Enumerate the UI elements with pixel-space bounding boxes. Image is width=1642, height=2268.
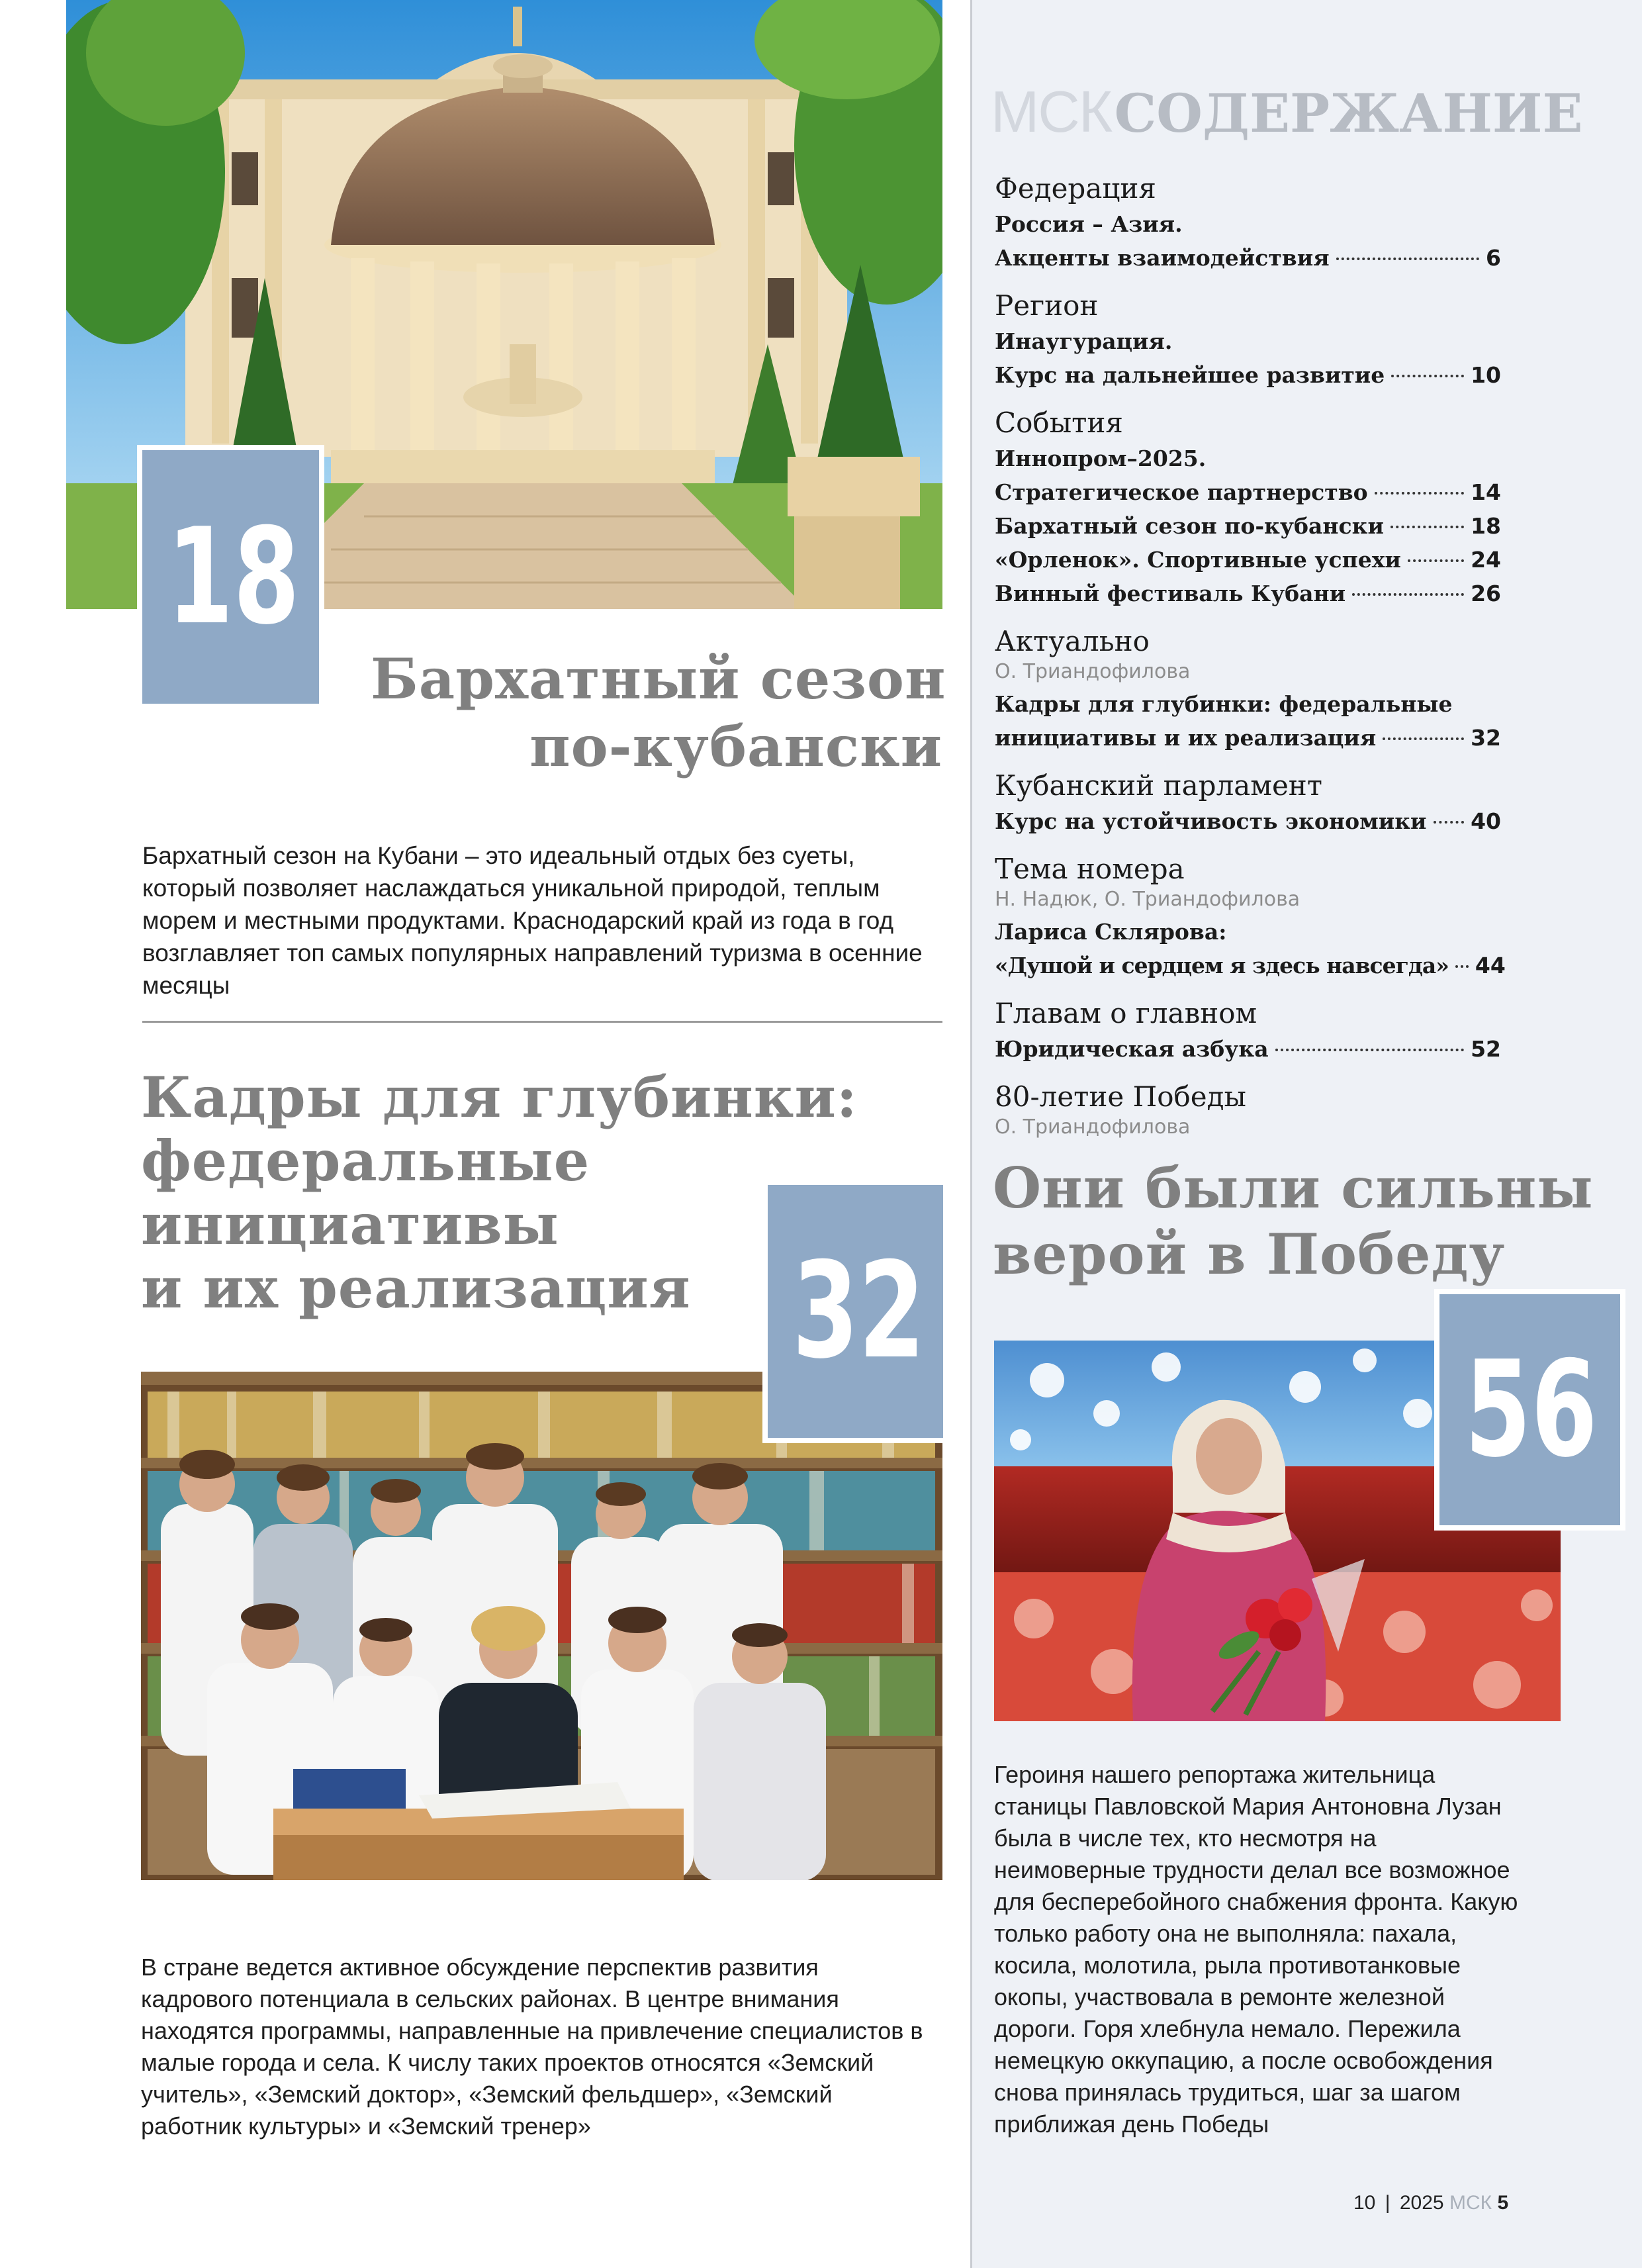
leader-dots (1336, 258, 1479, 260)
toc-section-federation: Федерация (995, 172, 1156, 205)
toc-entry[interactable]: «Душой и сердцем я здесь навсегда» 44 (995, 949, 1501, 982)
toc-section-victory: 80-летие Победы (995, 1080, 1246, 1113)
toc-section-region: Регион (995, 289, 1099, 322)
table-of-contents (995, 165, 1506, 1143)
leader-dots (1352, 593, 1464, 596)
toc-entry[interactable]: Стратегическое партнерство 14 (995, 475, 1501, 509)
toc-entry[interactable]: Юридическая азбука 52 (995, 1032, 1501, 1066)
toc-entry-title: Иннопром–2025. (995, 446, 1207, 471)
toc-entry[interactable]: Винный фестиваль Кубани 26 (995, 577, 1501, 610)
toc-entry[interactable]: инициативы и их реализация 32 (995, 721, 1501, 755)
toc-section-events: События (995, 406, 1123, 439)
page-badge-56: 56 (1439, 1294, 1620, 1525)
toc-entry[interactable]: «Орленок». Спортивные успехи 24 (995, 543, 1501, 577)
toc-page-number: 18 (1471, 513, 1501, 539)
leader-dots (1455, 965, 1469, 968)
toc-page-number: 52 (1471, 1036, 1501, 1062)
toc-page-number: 44 (1475, 953, 1506, 978)
page-footer (1353, 2192, 1508, 2214)
toc-author: Н. Надюк, О. Триандофилова (995, 888, 1300, 911)
leader-dots (1408, 559, 1464, 562)
page-badge-32: 32 (768, 1185, 943, 1438)
leader-dots (1434, 821, 1465, 824)
toc-entry-title: Россия – Азия. (995, 211, 1183, 237)
brand-logo: МСК (991, 79, 1112, 144)
toc-entry-title: Инаугурация. (995, 328, 1173, 354)
cadres-lead: В стране ведется активное обсуждение перспектив развития кадрового потенциала в сельских районах. В центре внимания находятся программы, направленные на привлечение специалистов в малые города и села. К числу таких проектов относятся «Земский учитель», «Земский доктор», «Земский фельдшер», «Земский работник культуры» и «Земский тренер» (141, 1954, 923, 2140)
toc-entry[interactable]: Акценты взаимодействия 6 (995, 241, 1501, 275)
cadres-headline: Кадры для глубинки: федеральные инициативы и их реализация (141, 1064, 858, 1321)
toc-page-number: 14 (1471, 479, 1501, 505)
footer-separator: | (1385, 2192, 1391, 2214)
page-number: 5 (1497, 2192, 1509, 2214)
toc-page-number: 10 (1471, 362, 1501, 388)
toc-page-number: 24 (1471, 547, 1501, 573)
velvet-headline: Бархатный сезон по-кубански (371, 646, 946, 779)
page-badge-18: 18 (142, 450, 319, 704)
toc-author: О. Триандофилова (995, 660, 1191, 683)
toc-page-number: 26 (1471, 581, 1501, 606)
toc-page-number: 6 (1486, 245, 1501, 271)
cadres-photo-image (141, 1372, 942, 1880)
footer-brand: МСК (1449, 2192, 1492, 2214)
contents-header (991, 78, 1582, 146)
toc-page-number: 32 (1471, 725, 1501, 751)
toc-author: О. Триандофилова (995, 1115, 1191, 1139)
velvet-lead: Бархатный сезон на Кубани – это идеальный отдых без суеты, который позволяет наслаждаться уникальной природой, теплым морем и местными продуктами. Краснодарский край из года в год возглавляет топ самых популярных направлений туризма в осенние месяцы (142, 842, 923, 999)
toc-page-number: 40 (1471, 808, 1501, 834)
leader-dots (1383, 737, 1464, 740)
toc-section-actual: Актуально (995, 625, 1150, 657)
toc-section-parliament: Кубанский парламент (995, 769, 1323, 802)
leader-dots (1391, 526, 1464, 528)
cadres-photo (141, 1372, 942, 1880)
section-divider (142, 1021, 942, 1023)
toc-entry-title: Кадры для глубинки: федеральные (995, 691, 1453, 717)
leader-dots (1375, 492, 1464, 495)
issue-year: 2025 (1399, 2192, 1444, 2214)
toc-section-heads: Главам о главном (995, 997, 1257, 1029)
victory-lead: Героиня нашего репортажа жительница станицы Павловской Мария Антоновна Лузан была в числе тех, кто несмотря на неимоверные трудности делал все возможное для бесперебойного снабжения фронта. Какую только работу она не выполняла: пахала, косила, молотила, рыла противотанковые окопы, участвовала в ремонте железной дороги. Горя хлебнула немало. Пережила немецкую оккупацию, а после освобождения снова принялась трудиться, шаг за шагом приближая день Победы (994, 1761, 1518, 2138)
issue-number: 10 (1353, 2192, 1376, 2214)
toc-entry[interactable]: Курс на устойчивость экономики 40 (995, 804, 1501, 838)
toc-section-topic: Тема номера (995, 853, 1185, 885)
toc-entry[interactable]: Бархатный сезон по-кубански 18 (995, 509, 1501, 543)
toc-entry-title: Лариса Склярова: (995, 919, 1227, 945)
leader-dots (1275, 1049, 1464, 1051)
victory-headline: Они были сильны верой в Победу (993, 1155, 1594, 1287)
leader-dots (1391, 375, 1464, 377)
toc-entry[interactable]: Курс на дальнейшее развитие 10 (995, 358, 1501, 392)
contents-title: СОДЕРЖАНИЕ (1114, 82, 1583, 144)
